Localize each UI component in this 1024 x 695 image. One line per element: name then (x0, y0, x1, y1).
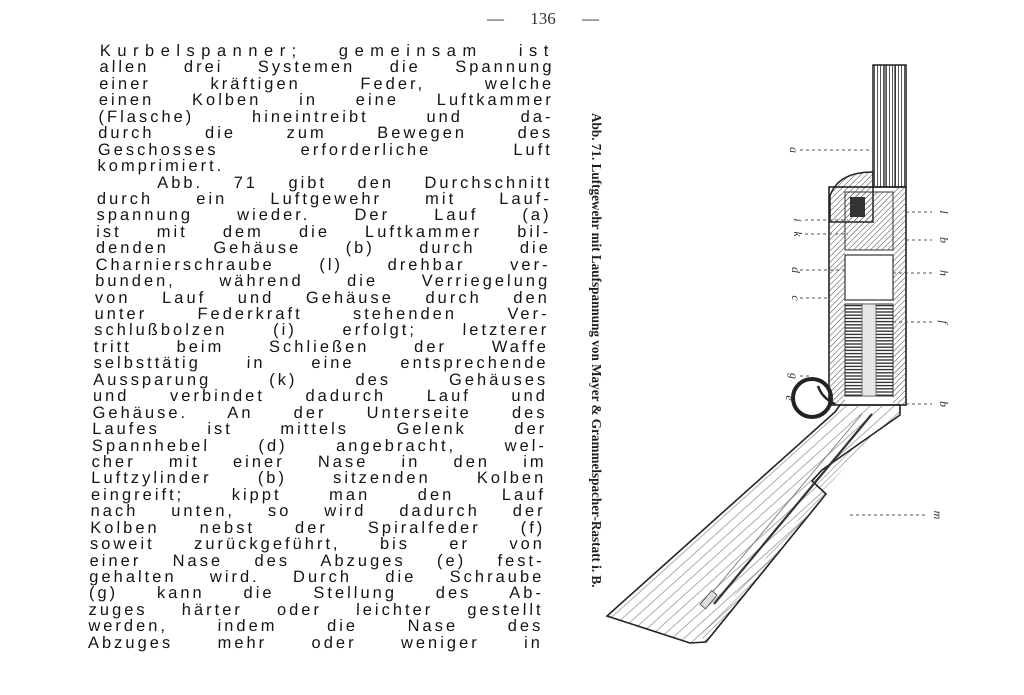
text-line: (g) kann die Stellung des Ab- (88, 584, 545, 603)
figure-label: h (937, 270, 951, 276)
text-line: komprimiert. (97, 157, 225, 176)
text-line: werden, indem die Nase des (88, 617, 544, 636)
text-line: Abb. 71 gibt den Durchschnitt (157, 173, 553, 192)
text-line: (Flasche) hineintreibt und da- (98, 107, 554, 126)
text-line: schlußbolzen (i) erfolgt; letzterer (94, 321, 550, 340)
text-line: soweit zurückgeführt, bis er von (89, 535, 546, 554)
figure-label: a (787, 147, 801, 153)
rifle-stock (607, 405, 900, 643)
figure-label: l (937, 210, 951, 214)
text-line: Kolben nebst der Spiralfeder (f) (90, 518, 546, 537)
text-line: denden Gehäuse (b) durch die (95, 239, 552, 258)
figure-labels-right (931, 210, 951, 519)
text-line: Geschosses erforderliche Luft (97, 140, 554, 159)
text-line: von Lauf und Gehäuse durch den (94, 288, 551, 307)
page-number: — 136 — (487, 9, 599, 28)
text-line: einen Kolben in eine Luftkammer (98, 91, 555, 110)
text-line: Luftzylinder (b) sitzenden Kolben (91, 469, 547, 488)
text-line: Charnierschraube (l) drehbar ver- (95, 255, 551, 274)
text-line: durch ein Luftgewehr mit Lauf- (96, 189, 553, 208)
rifle-barrel (873, 65, 906, 187)
text-line: tritt beim Schließen der Waffe (93, 337, 550, 356)
figure-label: b (937, 237, 951, 243)
figure-label: d (789, 267, 803, 273)
text-line: durch die zum Bewegen des (98, 124, 554, 143)
rifle-spring (845, 304, 893, 396)
text-line: Gehäuse. An der Unterseite des (92, 403, 548, 422)
text-line: und verbindet dadurch Lauf und (92, 387, 549, 406)
text-line: spannung wieder. Der Lauf (a) (96, 206, 552, 225)
figure-label: g (787, 373, 801, 379)
text-line: unter Federkraft stehenden Ver- (94, 305, 550, 323)
figure-label: c (789, 295, 803, 301)
text-line: Aussparung (k) des Gehäuses (93, 370, 549, 389)
figure-label: i (791, 218, 805, 222)
figure-label: e (783, 395, 797, 401)
figure-label: m (931, 510, 945, 520)
figure-label: f (937, 320, 951, 324)
text-line: einer kräftigen Feder, welche (98, 74, 555, 93)
figure-caption: Abb. 71. Luftgewehr mit Laufspannung von Mayer & Grammelspacher-Rastatt i. B. (589, 113, 604, 588)
rifle-piston (845, 255, 893, 300)
text-line: eingreift; kippt man den Lauf (90, 485, 547, 504)
text-line: Abzuges mehr oder weniger in (87, 633, 544, 652)
text-line: bunden, während die Verriegelung (95, 272, 551, 291)
text-line: Kurbelspanner; gemeinsam ist (99, 42, 556, 60)
figure-label: k (791, 231, 805, 237)
figure-labels-left (783, 147, 805, 401)
text-line: cher mit einer Nase in den im (91, 452, 547, 471)
text-line: nach unten, so wird dadurch der (90, 502, 546, 521)
text-line: allen drei Systemen die Spannung (99, 58, 555, 77)
text-line: ist mit dem die Luftkammer bil- (96, 222, 552, 241)
text-line: einer Nase des Abzuges (e) fest- (89, 551, 545, 570)
text-line: Spannhebel (d) angebracht, wel- (91, 436, 548, 455)
text-line: gehalten wird. Durch die Schraube (89, 568, 545, 586)
text-line: zuges härter oder leichter gestellt (88, 600, 544, 619)
figure-label: b (937, 401, 951, 407)
text-line: selbsttätig in eine entsprechende (93, 354, 549, 373)
text-line: Laufes ist mittels Gelenk der (92, 420, 548, 439)
